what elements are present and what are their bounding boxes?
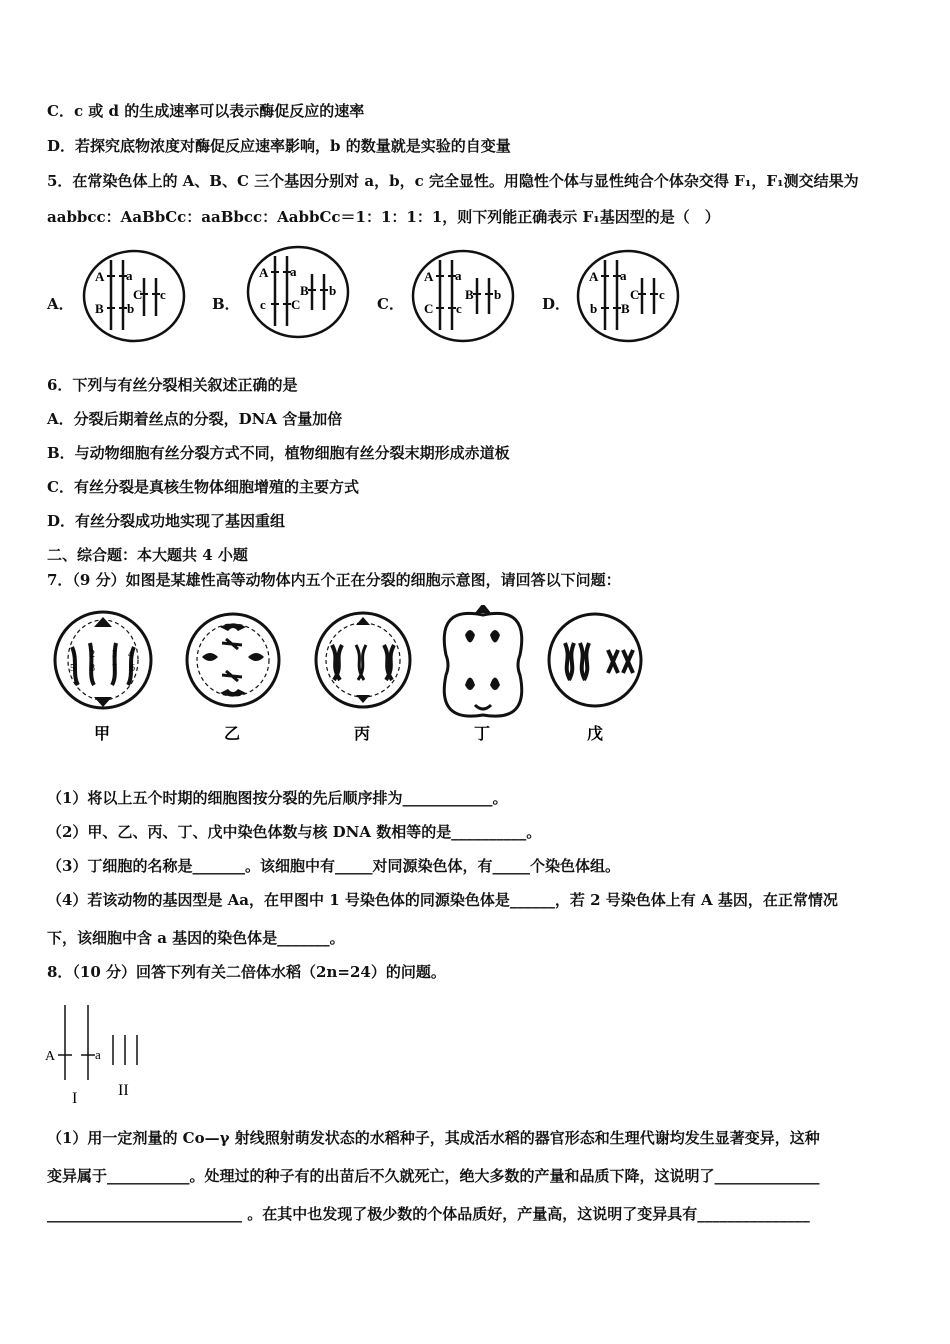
q6-stem: 6．下列与有丝分裂相关叙述正确的是 (47, 376, 298, 394)
q5-diagram-c (409, 248, 517, 344)
q8-part-1a: （1）用一定剂量的 Co—γ 射线照射萌发状态的水稻种子，其成活水稻的器官形态和生理代谢均发生显著变异，这种 (47, 1129, 820, 1147)
q5-b-gene-mb: C (291, 297, 301, 312)
q5-diagram-b (244, 244, 352, 340)
q5-c-gene-mt: a (455, 268, 462, 283)
q4-option-c: C．c 或 d 的生成速率可以表示酶促反应的速率 (47, 102, 365, 120)
q5-d-gene-lb: b (590, 301, 598, 316)
q6-option-d: D．有丝分裂成功地实现了基因重组 (47, 512, 286, 530)
q5-d-gene-mb: B (621, 301, 630, 316)
cell-num-8: 8 (90, 663, 95, 674)
q8-part-1b: 变异属于___________。处理过的种子有的出苗后不久就死亡，绝大多数的产量和品质下降，这说明了______________ (47, 1167, 820, 1185)
q5-a-gene-lb: B (95, 301, 104, 316)
cell-label-wu: 戊 (587, 726, 604, 743)
cell-yi (187, 614, 279, 706)
cell-wu (549, 614, 641, 706)
q5-option-b-label: B． (212, 295, 240, 313)
q7-part-3: （3）丁细胞的名称是_______。该细胞中有_____对同源染色体，有_____个染色体组。 (47, 857, 620, 875)
q5-diagram-d (574, 248, 682, 344)
q5-c-gene-r1: B (465, 287, 474, 302)
cell-num-5: 5 (70, 663, 75, 674)
q5-a-gene-r2: c (160, 287, 166, 302)
cell-label-bing: 丙 (354, 726, 371, 743)
cell-label-ding: 丁 (474, 726, 491, 743)
q5-stem-line2: aabbcc：AaBbCc：aaBbcc：AabbCc＝1：1：1：1，则下列能正确表示 F₁基因型的是（ ） (47, 208, 720, 226)
q5-option-d-label: D． (542, 295, 571, 313)
cell-num-7: 7 (112, 663, 117, 674)
cell-num-2: 2 (90, 649, 95, 660)
q5-c-gene-lb: C (424, 301, 434, 316)
q7-stem: 7．（9 分）如图是某雄性高等动物体内五个正在分裂的细胞示意图，请回答以下问题： (47, 571, 621, 589)
q8-chromosome-figure (40, 995, 170, 1110)
cell-num-6: 6 (130, 663, 135, 674)
q5-stem-line1: 5．在常染色体上的 A、B、C 三个基因分别对 a，b，c 完全显性。用隐性个体与显性纯合个体杂交得 F₁，F₁测交结果为 (47, 172, 859, 190)
q5-diagram-a (80, 248, 188, 344)
q5-a-gene-lt: A (95, 269, 105, 284)
q5-b-gene-r2: b (329, 283, 337, 298)
cell-num-3: 3 (112, 649, 117, 660)
q8-stem: 8．（10 分）回答下列有关二倍体水稻（2n=24）的问题。 (47, 963, 446, 981)
q5-option-a-label: A． (47, 295, 74, 313)
q5-option-c-label: C． (377, 295, 404, 313)
q5-c-gene-mb: c (456, 301, 462, 316)
q8-gene-A: A (45, 1049, 56, 1064)
cell-bing (316, 613, 410, 707)
cell-label-yi: 乙 (224, 726, 241, 743)
q5-a-gene-mt: a (126, 268, 133, 283)
q5-d-gene-lt: A (589, 269, 599, 284)
q5-d-gene-r2: c (659, 287, 665, 302)
q5-b-gene-r1: B (300, 283, 309, 298)
cell-jia (55, 612, 151, 708)
q5-c-gene-lt: A (424, 269, 434, 284)
q8-gene-a: a (95, 1047, 101, 1062)
q8-label-I: I (72, 1090, 78, 1107)
q7-part-4b: 下，该细胞中含 a 基因的染色体是_______。 (47, 929, 345, 947)
cell-ding (444, 605, 522, 716)
q7-cell-figures (50, 605, 650, 755)
q5-a-gene-mb: b (127, 301, 135, 316)
q8-label-II: II (118, 1082, 129, 1099)
q5-b-gene-lb: c (260, 297, 266, 312)
q7-part-1: （1）将以上五个时期的细胞图按分裂的先后顺序排为____________。 (47, 789, 508, 807)
cell-num-4: 4 (128, 649, 133, 660)
section-2-heading: 二、综合题：本大题共 4 小题 (47, 546, 248, 564)
q5-d-gene-r1: C (630, 287, 640, 302)
q7-part-2: （2）甲、乙、丙、丁、戊中染色体数与核 DNA 数相等的是__________。 (47, 823, 542, 841)
q5-c-gene-r2: b (494, 287, 502, 302)
q5-b-gene-mt: a (290, 264, 297, 279)
q6-option-a: A．分裂后期着丝点的分裂，DNA 含量加倍 (47, 410, 343, 428)
q6-option-b: B．与动物细胞有丝分裂方式不同，植物细胞有丝分裂末期形成赤道板 (47, 444, 510, 462)
q7-part-4a: （4）若该动物的基因型是 Aa，在甲图中 1 号染色体的同源染色体是______，若 2 号染色体上有 A 基因，在正常情况 (47, 891, 838, 909)
q5-a-gene-r1: C (133, 287, 143, 302)
cell-num-1: 1 (72, 649, 77, 660)
q5-d-gene-mt: a (620, 268, 627, 283)
q4-option-d: D．若探究底物浓度对酶促反应速率影响，b 的数量就是实验的自变量 (47, 137, 511, 155)
cell-label-jia: 甲 (94, 726, 111, 743)
q8-part-1c: __________________________ 。在其中也发现了极少数的个体品质好，产量高，这说明了变异具有_______________ (47, 1205, 810, 1223)
q5-b-gene-lt: A (259, 265, 269, 280)
q6-option-c: C．有丝分裂是真核生物体细胞增殖的主要方式 (47, 478, 359, 496)
